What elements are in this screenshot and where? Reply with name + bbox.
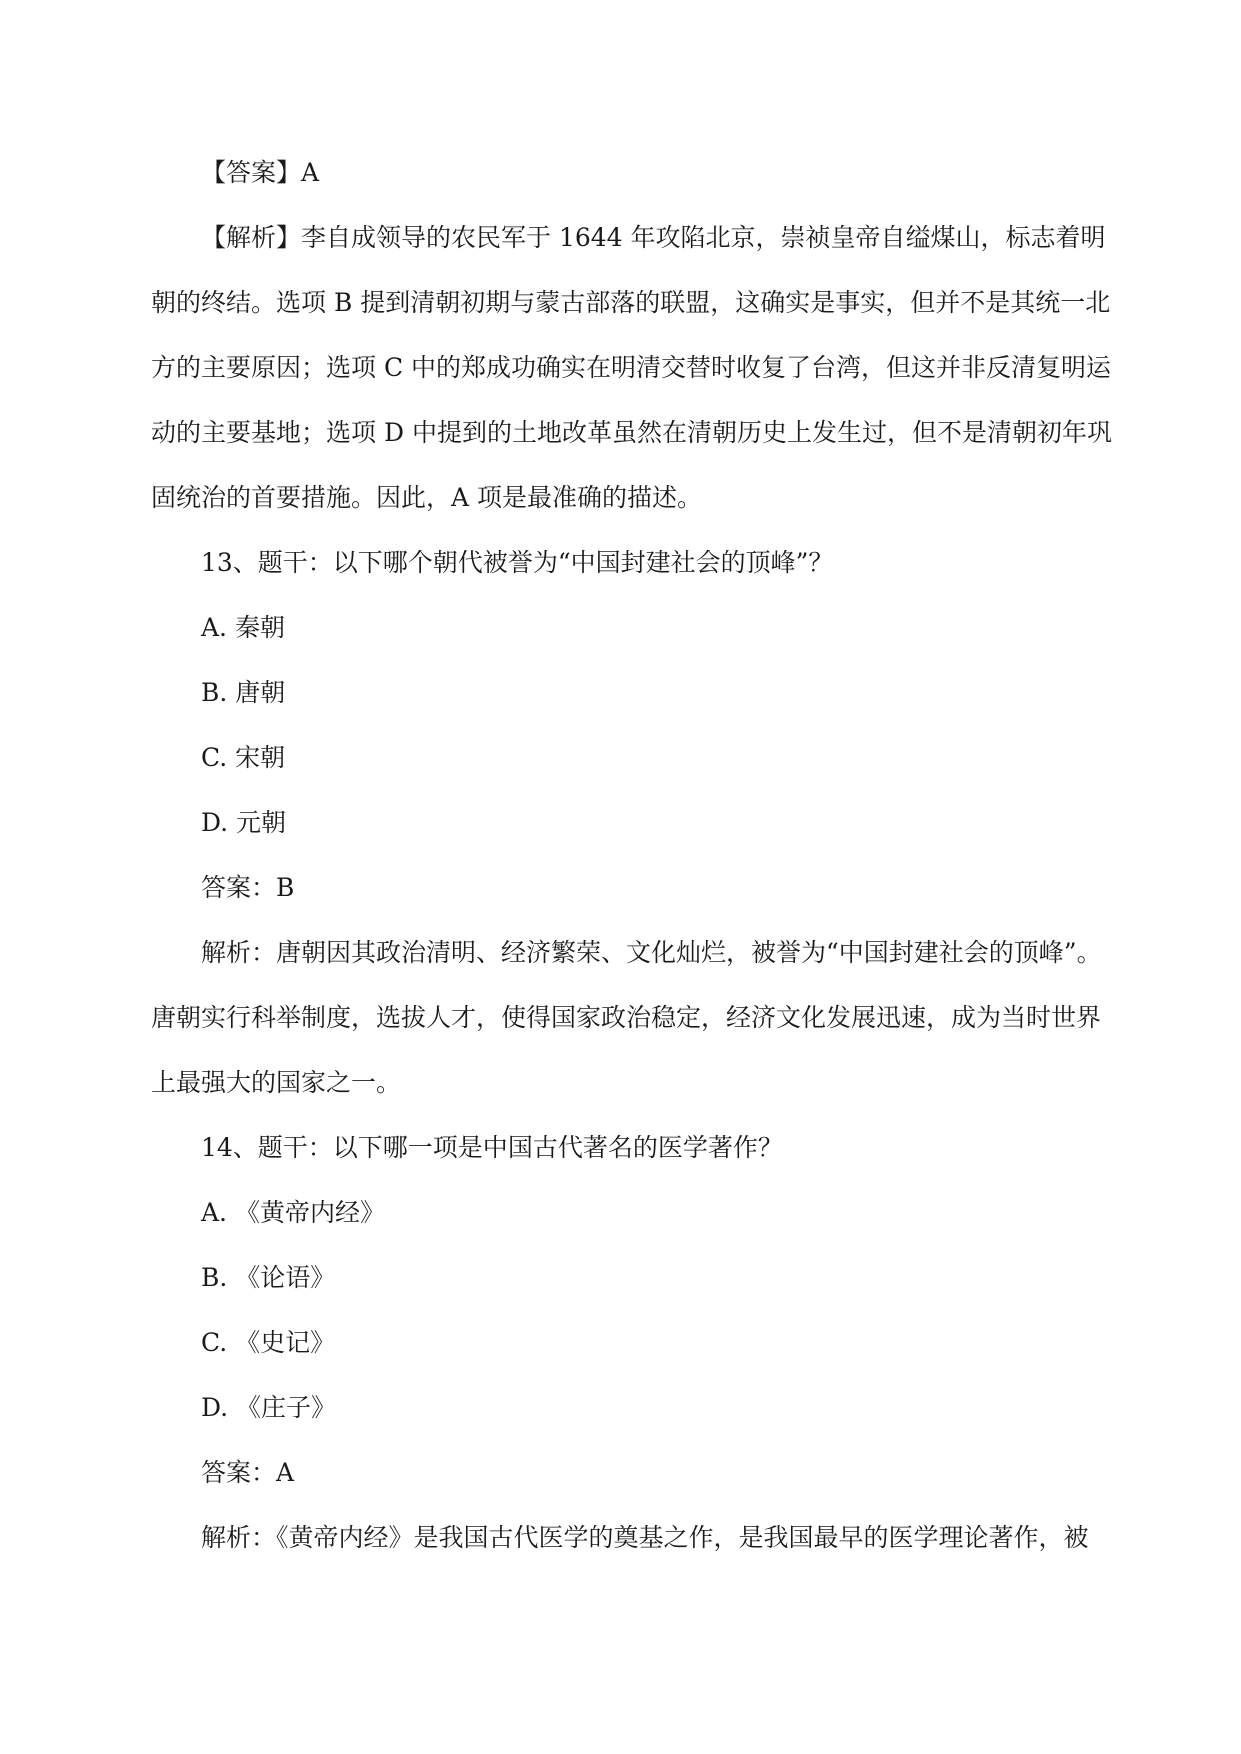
question-stem: 13、题干：以下哪个朝代被誉为“中国封建社会的顶峰”？ xyxy=(201,548,834,577)
analysis-line: 【解析】李自成领导的农民军于 1644 年攻陷北京，崇祯皇帝自缢煤山，标志着明 xyxy=(201,223,1106,252)
question-option: A. 《黄帝内经》 xyxy=(201,1198,385,1227)
analysis-paragraph xyxy=(151,920,1102,1115)
question-option: B. 《论语》 xyxy=(201,1263,336,1292)
question-option: A. 秦朝 xyxy=(201,613,285,642)
question-option: C. 宋朝 xyxy=(201,743,286,772)
answer-line: 【答案】A xyxy=(201,158,320,187)
analysis-line: 解析：《黄帝内经》是我国古代医学的奠基之作，是我国最早的医学理论著作，被 xyxy=(201,1523,1089,1552)
analysis-line: 上最强大的国家之一。 xyxy=(151,1068,402,1097)
analysis-line: 方的主要原因；选项 C 中的郑成功确实在明清交替时收复了台湾，但这并非反清复明运 xyxy=(151,353,1112,382)
question-option: D. 《庄子》 xyxy=(201,1393,337,1422)
question-option: D. 元朝 xyxy=(201,808,287,837)
answer-line: 答案：B xyxy=(201,873,295,902)
answer-line: 答案：A xyxy=(201,1458,295,1487)
analysis-paragraph xyxy=(151,1505,1089,1570)
question-option: C. 《史记》 xyxy=(201,1328,336,1357)
analysis-line: 朝的终结。选项 B 提到清朝初期与蒙古部落的联盟，这确实是事实，但并不是其统一北 xyxy=(151,288,1111,317)
page-content xyxy=(151,140,1112,1570)
question-option: B. 唐朝 xyxy=(201,678,286,707)
analysis-line: 固统治的首要措施。因此，A 项是最准确的描述。 xyxy=(151,483,703,512)
analysis-line: 解析：唐朝因其政治清明、经济繁荣、文化灿烂，被誉为“中国封建社会的顶峰”。 xyxy=(201,938,1102,967)
analysis-line: 动的主要基地；选项 D 中提到的土地改革虽然在清朝历史上发生过，但不是清朝初年巩 xyxy=(151,418,1112,447)
analysis-paragraph xyxy=(151,205,1112,530)
analysis-line: 唐朝实行科举制度，选拔人才，使得国家政治稳定，经济文化发展迅速，成为当时世界 xyxy=(151,1003,1102,1032)
question-stem: 14、题干：以下哪一项是中国古代著名的医学著作？ xyxy=(201,1133,783,1162)
